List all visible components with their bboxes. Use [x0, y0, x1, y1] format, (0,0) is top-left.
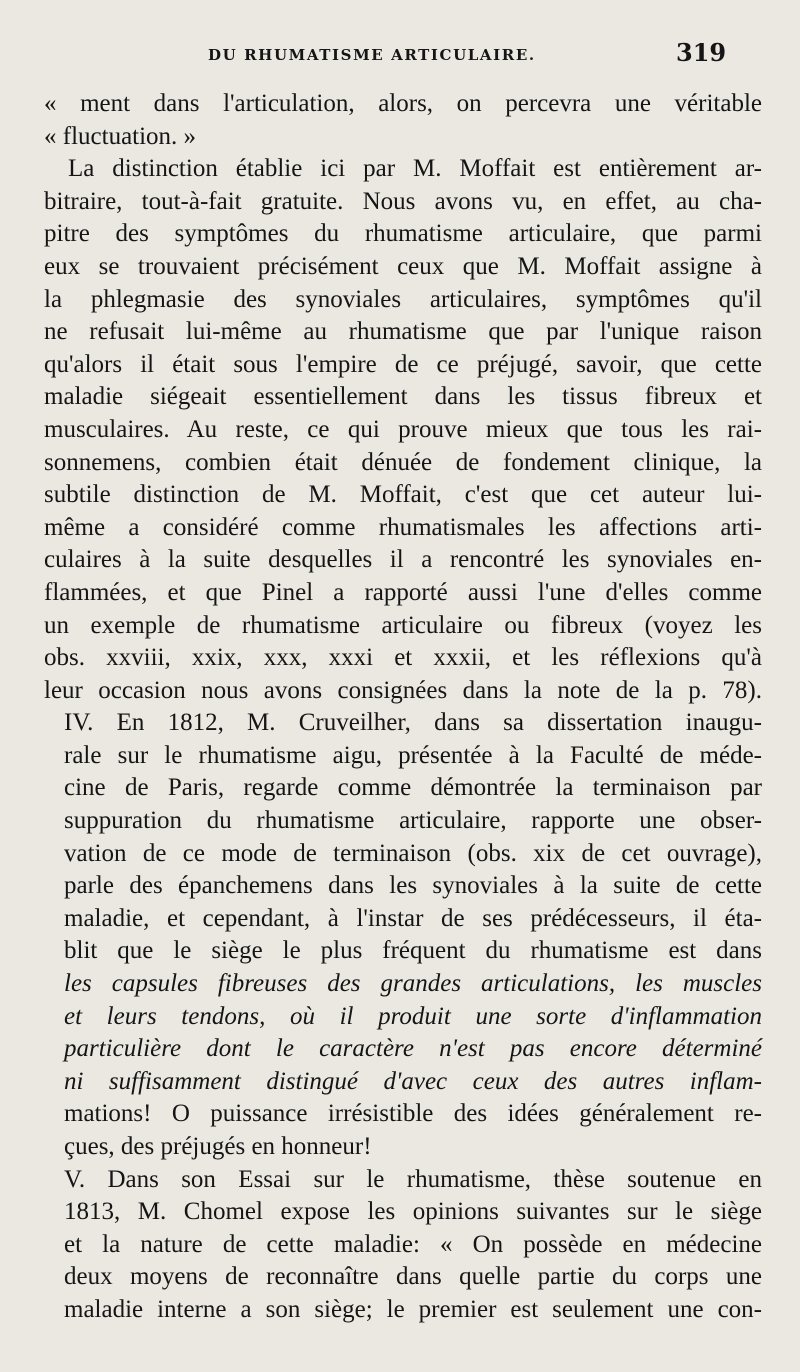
text-line: ne refusait lui-même au rhumatisme que par l'unique raison	[44, 318, 762, 346]
text-line: 1813, M. Chomel expose les opinions suivantes sur le siège	[64, 1198, 762, 1226]
text-line: maladie siégeait essentiellement dans les tissus fibreux et	[44, 383, 762, 411]
text-line: subtile distinction de M. Moffait, c'est que cet auteur lui-	[44, 481, 762, 509]
text-line: la phlegmasie des synoviales articulaires, symptômes qu'il	[44, 285, 762, 313]
text-line: çues, des préjugés en honneur!	[64, 1133, 372, 1160]
text-line: un exemple de rhumatisme articulaire ou fibreux (voyez les	[44, 611, 762, 639]
text-line: eux se trouvaient précisément ceux que M. Moffait assigne à	[44, 252, 762, 280]
text-line: parle des épanchemens dans les synoviales à la suite de cette	[64, 872, 762, 900]
text-line: rale sur le rhumatisme aigu, présentée à la Faculté de méde-	[64, 741, 762, 769]
running-title: DU RHUMATISME ARTICULAIRE.	[208, 46, 536, 64]
text-line: ni suffisamment distingué d'avec ceux des autres inflam-	[64, 1067, 762, 1095]
text-line: les capsules fibreuses des grandes articulations, les muscles	[64, 970, 762, 998]
text-line: suppuration du rhumatisme articulaire, rapporte une obser-	[64, 807, 762, 835]
text-line: IV. En 1812, M. Cruveilher, dans sa dissertation inaugu-	[64, 709, 762, 737]
text-line: « ment dans l'articulation, alors, on percevra une véritable	[44, 90, 762, 117]
text-line: pitre des symptômes du rhumatisme articulaire, que parmi	[44, 220, 762, 248]
text-line: obs. xxviii, xxix, xxx, xxxi et xxxii, et les réflexions qu'à	[44, 644, 762, 672]
body-text	[44, 88, 762, 1327]
page-header	[0, 38, 800, 72]
text-line: flammées, et que Pinel a rapporté aussi l'une d'elles comme	[44, 578, 762, 606]
text-line: bitraire, tout-à-fait gratuite. Nous avons vu, en effet, au cha-	[44, 187, 762, 215]
text-line: deux moyens de reconnaître dans quelle partie du corps une	[64, 1263, 762, 1291]
text-line: blit que le siège le plus fréquent du rhumatisme est dans	[64, 937, 762, 965]
text-line: maladie, et cependant, à l'instar de ses prédécesseurs, il éta-	[64, 904, 762, 932]
text-line: cine de Paris, regarde comme démontrée la terminaison par	[64, 774, 762, 802]
text-line: « fluctuation. »	[44, 122, 197, 150]
text-line: sonnemens, combien était dénuée de fondement clinique, la	[44, 448, 762, 476]
text-line: vation de ce mode de terminaison (obs. xix de cet ouvrage),	[64, 839, 762, 867]
text-line: maladie interne a son siège; le premier est seulement une con-	[64, 1295, 762, 1323]
text-line: musculaires. Au reste, ce qui prouve mieux que tous les rai-	[44, 415, 762, 443]
text-line: La distinction établie ici par M. Moffait est entièrement ar-	[68, 155, 762, 183]
text-line: et la nature de cette maladie: « On possède en médecine	[64, 1230, 762, 1258]
text-line: et leurs tendons, où il produit une sorte d'inflammation	[64, 1002, 762, 1030]
text-line: qu'alors il était sous l'empire de ce préjugé, savoir, que cette	[44, 350, 762, 378]
text-line: mations! O puissance irrésistible des idées généralement re-	[64, 1100, 762, 1128]
text-line: leur occasion nous avons consignées dans la note de la p. 78).	[44, 676, 762, 704]
text-line: culaires à la suite desquelles il a rencontré les synoviales en-	[44, 546, 762, 574]
page-number: 319	[676, 38, 727, 67]
text-line: V. Dans son Essai sur le rhumatisme, thèse soutenue en	[64, 1165, 762, 1193]
text-line: même a considéré comme rhumatismales les affections arti-	[44, 513, 762, 541]
text-line: particulière dont le caractère n'est pas encore déterminé	[64, 1035, 762, 1063]
